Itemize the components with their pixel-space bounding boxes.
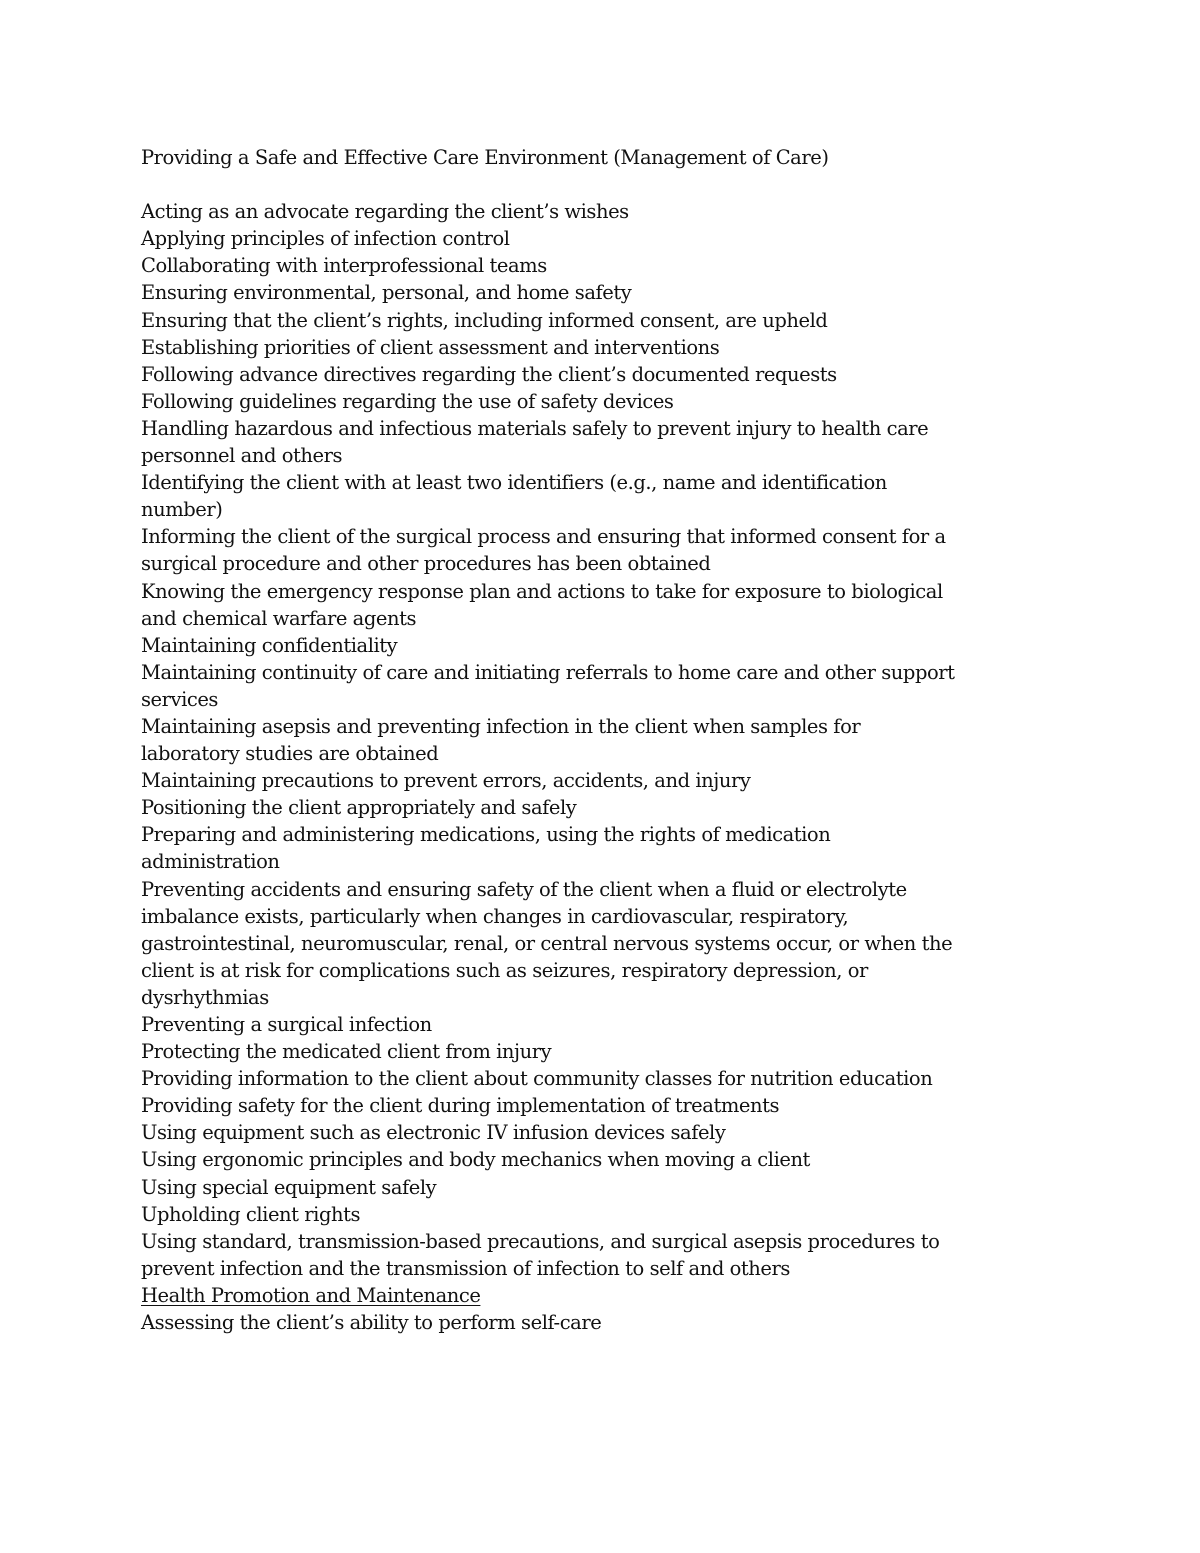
- list-item: Ensuring environmental, personal, and home safety: [141, 281, 632, 305]
- list-item: Following advance directives regarding the client’s documented requests: [141, 362, 837, 386]
- list-item: Maintaining confidentiality: [141, 633, 398, 657]
- list-item: Providing information to the client about community classes for nutrition education: [141, 1067, 933, 1091]
- list-item: Providing safety for the client during implementation of treatments: [141, 1094, 780, 1118]
- list-item: Collaborating with interprofessional teams: [141, 254, 547, 278]
- list-item: Identifying the client with at least two identifiers (e.g., name and identification number): [141, 471, 887, 522]
- list-item: Using standard, transmission-based precautions, and surgical asepsis procedures to prevent infection and the transmission of infection to self and others: [141, 1229, 940, 1280]
- list-item: Ensuring that the client’s rights, including informed consent, are upheld: [141, 308, 828, 332]
- document-title: Providing a Safe and Effective Care Environment (Management of Care): [141, 146, 829, 169]
- list-item: Handling hazardous and infectious materials safely to prevent injury to health care personnel and others: [141, 416, 929, 468]
- list-item: Applying principles of infection control: [141, 227, 510, 251]
- blank-line: [141, 171, 961, 198]
- list-item: Maintaining precautions to prevent errors, accidents, and injury: [141, 769, 751, 793]
- list-item: Following guidelines regarding the use of safety devices: [141, 389, 674, 413]
- list-item: Protecting the medicated client from injury: [141, 1040, 552, 1064]
- section-heading: Health Promotion and Maintenance: [141, 1283, 481, 1307]
- list-item: Using equipment such as electronic IV infusion devices safely: [141, 1121, 726, 1145]
- list-item: Using special equipment safely: [141, 1175, 437, 1199]
- list-item: Preventing accidents and ensuring safety of the client when a fluid or electrolyte imbalance exists, particularly when changes in cardiovascular, respiratory, gastrointestinal, neuromuscular, renal, or central nervous systems occur, or when the client is at risk for complications such as seizures, respiratory depression, or dysrhythmias: [141, 877, 953, 1009]
- list-item: Preparing and administering medications, using the rights of medication administration: [141, 823, 831, 874]
- list-item: Knowing the emergency response plan and actions to take for exposure to biological and chemical warfare agents: [141, 579, 943, 630]
- list-item: Maintaining asepsis and preventing infection in the client when samples for laboratory studies are obtained: [141, 714, 861, 766]
- list-item: Acting as an advocate regarding the client’s wishes: [141, 200, 629, 224]
- list-item: Using ergonomic principles and body mechanics when moving a client: [141, 1148, 810, 1172]
- document-body: [141, 144, 961, 1336]
- list-item: Maintaining continuity of care and initiating referrals to home care and other support services: [141, 660, 955, 711]
- list-item: Upholding client rights: [141, 1202, 361, 1226]
- list-item: Establishing priorities of client assessment and interventions: [141, 335, 720, 359]
- list-item: Positioning the client appropriately and safely: [141, 796, 577, 820]
- list-item: Preventing a surgical infection: [141, 1013, 432, 1036]
- list-item: Informing the client of the surgical process and ensuring that informed consent for a surgical procedure and other procedures has been obtained: [141, 525, 946, 576]
- list-item: Assessing the client’s ability to perform self-care: [141, 1311, 602, 1335]
